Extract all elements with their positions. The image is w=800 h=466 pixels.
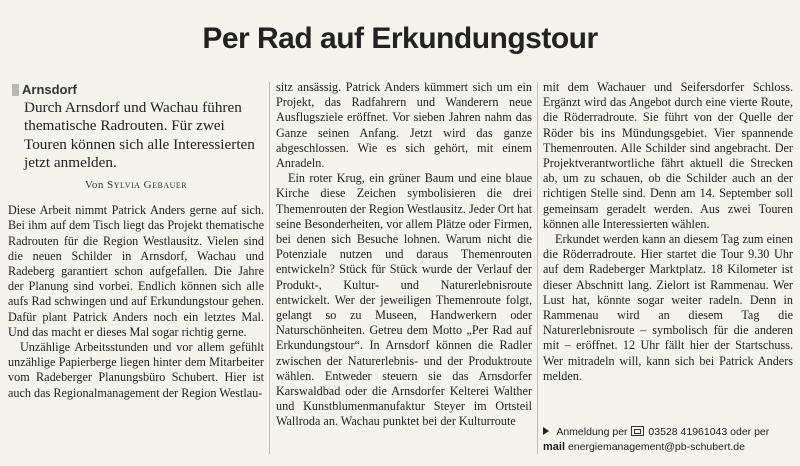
arrow-right-icon (543, 427, 549, 435)
column-divider (269, 82, 270, 454)
info-mail-address[interactable]: energiemanagement@pb-schubert.de (567, 441, 745, 453)
info-registration-label: Anmeldung per (556, 426, 628, 438)
paragraph: sitz ansässig. Patrick Anders kümmert sich um ein Projekt, das Radfahrern und Wanderern neue Ausflugsziele eröffnet. Vor sieben Jahren nahm das Ganze seinen Anfang. Jetzt wird das ganze abgeschlossen. Wie es sich gehört, mit einem Anradeln. (276, 80, 532, 171)
place-label (12, 82, 264, 97)
column-divider (537, 82, 538, 454)
place-name: Arnsdorf (22, 82, 77, 97)
article-headline: Per Rad auf Erkundungstour (202, 22, 598, 55)
paragraph: Erkundet werden kann an diesem Tag zum einen die Röderradroute. Hier startet die Tour 9.30 Uhr auf dem Radeberger Marktplatz. 18 Kilometer ist dieser Abschnitt lang. Zielort ist Rammenau. Wer Lust hat, könnte sogar weiter radeln. Denn in Rammenau wird an diesem Tag die Naturerlebnisroute – symbolisch für die anderen mit – eröffnet. 12 Uhr fällt hier der Startschuss. Wer mitradeln will, kann sich bei Patrick Anders melden. (543, 232, 793, 383)
paragraph: Ein roter Krug, ein grüner Baum und eine blaue Kirche diese Zeichen symbolisieren die drei Themenrouten der Region Westlausitz. Jeder Ort hat seine Besonderheiten, vor allem Plätze oder Firmen, bei denen sich Besuche lohnen. Warum nicht die Potenziale nutzen und daraus Themenrouten entwickeln? Stück für Stück wurde der Verlauf der Produkt-, Kultur- und Naturerlebnisroute entwickelt. Wer der jeweiligen Themenroute folgt, gelangt so zu Museen, Handwerkern oder Naturschönheiten. Getreu dem Motto „Per Rad auf Erkundungstour“. In Arnsdorf können die Radler zwischen der Naturerlebnis- und der Produktroute wählen. Entweder steuern sie das Arnsdorfer Karswaldbad oder die Arnsdorfer Kelterei Walther und Kunstblumenmanufaktur Steyer im Ortsteil Wallroda an. Wachau punktet bei der Kulturroute (276, 171, 532, 429)
byline-prefix: Von (84, 179, 104, 192)
article-column-2 (276, 80, 532, 430)
article-lead: Durch Arnsdorf und Wachau führen thematische Radrouten. Für zwei Touren können sich alle Interessierten jetzt anmelden. (24, 99, 255, 171)
byline-author: Sylvia Gebauer (107, 179, 188, 192)
fax-icon (631, 426, 644, 436)
article-column-3 (543, 80, 793, 384)
paragraph: mit dem Wachauer und Seifersdorfer Schloss. Ergänzt wird das Angebot durch eine vierte Route, die Röderradroute. Sie führt von der Quelle der Röder bis ins Mündungsgebiet. Vier spannende Themenrouten. Alle Schilder sind angebracht. Der Projektverantwortliche fährt aktuell die Strecken ab, um zu schauen, ob die Schilder auch an der richtigen Stelle sind. Denn am 14. September soll gemeinsam geradelt werden. Aus zwei Touren können alle Interessierten wählen. (543, 80, 793, 231)
info-mail-label: mail (543, 441, 566, 453)
byline (8, 178, 264, 193)
place-marker-icon (12, 84, 19, 96)
paragraph: Diese Arbeit nimmt Patrick Anders gerne auf sich. Bei ihm auf dem Tisch liegt das Projekt thematische Radrouten für die Region Westlausitz. Vielen sind die neuen Schilder in Arnsdorf, Wachau und Radeberg garantiert schon aufgefallen. Die Jahre der Planung sind vorbei. Endlich können sich alle aufs Rad schwingen und auf Erkundungstour gehen. Dafür plant Patrick Anders noch ein letztes Mal. Und das macht er dieses Mal sogar richtig gerne. (8, 203, 264, 339)
article-column-1 (8, 80, 264, 401)
info-phone: 03528 41961043 oder per (648, 426, 770, 438)
info-box (543, 425, 795, 455)
paragraph: Unzählige Arbeitsstunden und vor allem gefühlt unzählige Papierberge liegen hinter dem Mitarbeiter vom Radeberger Planungsbüro Schubert. Hier ist auch das Regionalmanagement der Region Westlau- (8, 340, 264, 400)
